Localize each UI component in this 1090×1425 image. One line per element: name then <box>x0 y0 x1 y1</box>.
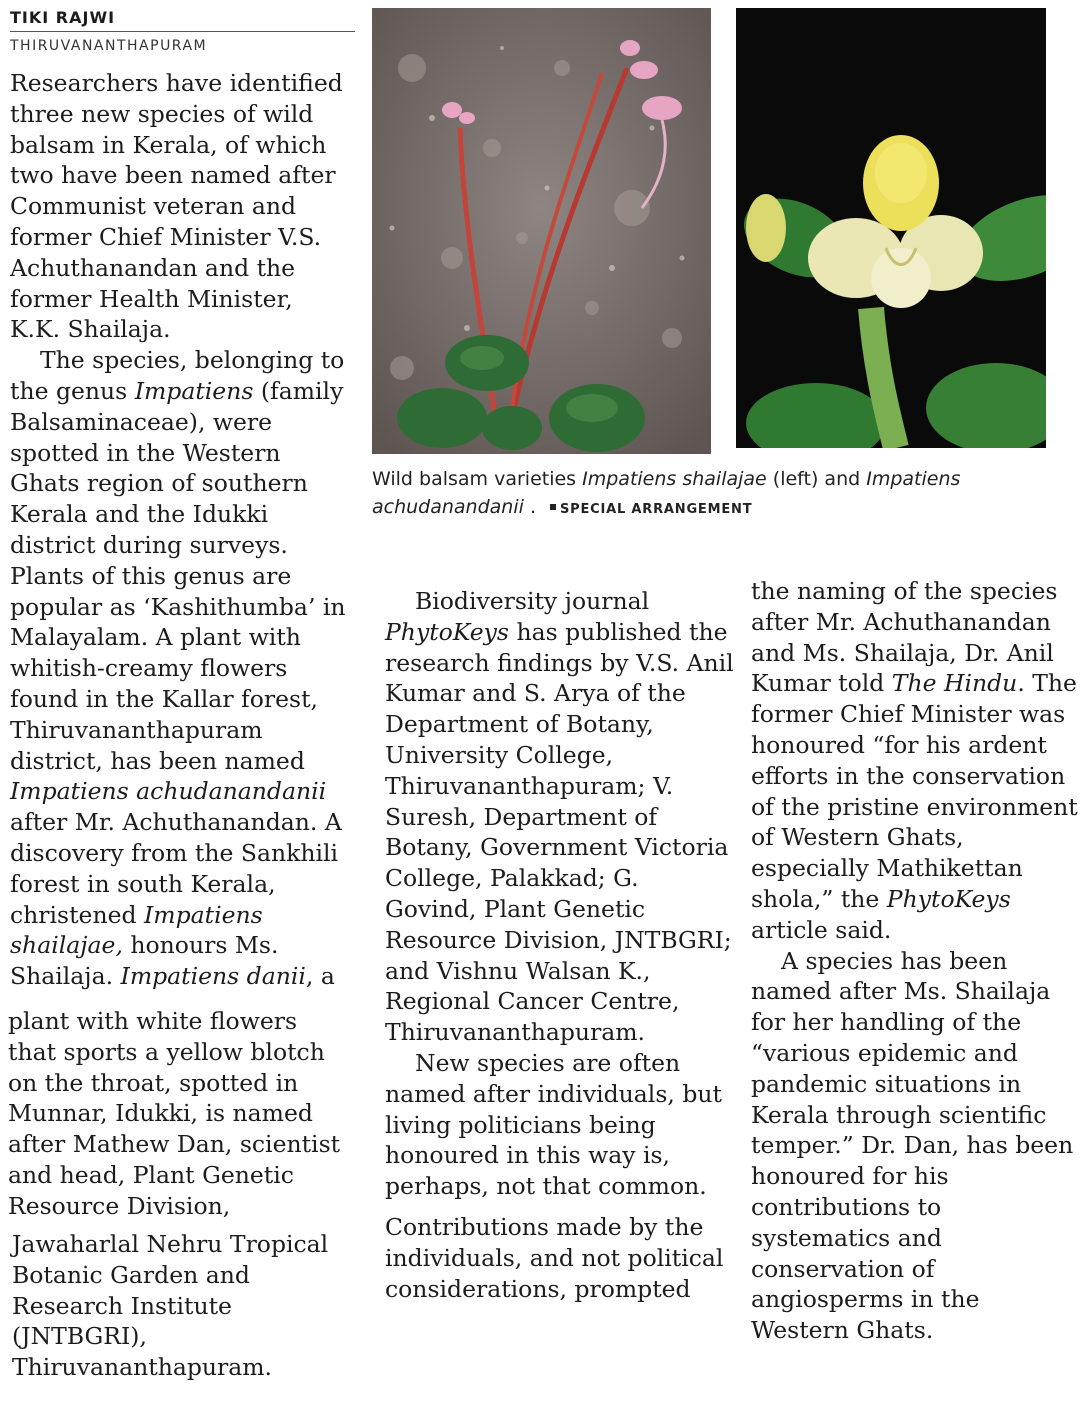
paragraph <box>10 345 348 992</box>
italic-text: Impatiens shailajae, <box>10 900 263 960</box>
dateline: THIRUVANANTHAPURAM <box>10 38 208 54</box>
byline: TIKI RAJWI <box>10 8 116 27</box>
caption-italic: Impatiens shailajae <box>582 468 767 490</box>
caption-text: Wild balsam varieties <box>372 468 583 490</box>
column-1 <box>10 68 348 992</box>
paragraph: New species are often named after individuals, but living politicians being honoured in this way is, perhaps, not that common. <box>385 1048 722 1201</box>
paragraph: plant with white flowers that sports a yellow blotch on the throat, spotted in Munnar, Idukki, is named after Mathew Dan, scientist and head, Plant Genetic Resource Division, <box>8 1007 341 1220</box>
text: Biodiversity journal <box>415 587 650 615</box>
paragraph: A species has been named after Ms. Shailaja for her handling of the “various epidemic and pandemic situations in Kerala through scientific temper.” Dr. Dan, has been honoured for his contributions to systematics and conservation of angiosperms in the Western Ghats. <box>751 946 1074 1345</box>
italic-text: Impatiens <box>134 376 254 405</box>
yellow-flower-illustration <box>736 8 1046 448</box>
italic-text: PhytoKeys <box>385 617 509 646</box>
credit-square-icon <box>550 504 556 510</box>
column-2b <box>385 1212 735 1307</box>
rock-flower-illustration <box>372 8 711 454</box>
text: article said. <box>751 915 892 944</box>
photo-impatiens-achudanandanii <box>736 8 1046 448</box>
column-2 <box>385 586 735 1202</box>
text: The species, belonging to the genus <box>10 346 345 405</box>
column-1b <box>8 1006 346 1222</box>
paragraph <box>751 576 1081 946</box>
italic-text: PhytoKeys <box>886 884 1011 913</box>
text: honours Ms. Shailaja. <box>10 931 279 991</box>
text: has published the research findings by V.S. Anil Kumar and S. Arya of the Department of Botany, University College, Thiruvananthapuram; V. Suresh, Department of Botany, Government Victoria College, Palakkad; G. Govind, Plant Genetic Resource Division, JNTBGRI; and Vishnu Walsan K., Regional Cancer Centre, Thiruvananthapuram. <box>385 617 734 1047</box>
column-1c <box>12 1229 350 1383</box>
italic-text: Impatiens danii <box>120 962 306 991</box>
italic-text: The Hindu <box>891 669 1018 698</box>
italic-text: Impatiens achudanandanii <box>10 777 327 806</box>
text: . The former Chief Minister was honoured “for his ardent efforts in the conservation of the pristine environment of Western Ghats, especially Mathikettan shola,” the <box>751 669 1078 913</box>
text: the naming of the species after Mr. Achuthanandan and Ms. Shailaja, Dr. Anil Kumar told <box>751 577 1058 698</box>
text: (family Balsaminaceae), were spotted in the Western Ghats region of southern Kerala and the Idukki district during surveys. Plants of this genus are popular as ‘Kashithumba’ in Malayalam. A plant with whitish-creamy flowers found in the Kallar forest, Thiruvananthapuram district, has been named <box>10 376 346 775</box>
caption-text: . <box>523 496 537 518</box>
paragraph: Contributions made by the individuals, and not political considerations, prompted <box>385 1213 724 1303</box>
text: , a <box>305 962 335 991</box>
photo-caption <box>372 465 1062 524</box>
caption-italic: Impatiens achudanandanii <box>372 468 961 518</box>
photo-impatiens-shailajae <box>372 8 711 454</box>
paragraph <box>385 586 735 1048</box>
byline-rule <box>10 31 355 32</box>
photo-credit: SPECIAL ARRANGEMENT <box>560 502 753 517</box>
paragraph: Researchers have identified three new species of wild balsam in Kerala, of which two have been named after Communist veteran and former Chief Minister V.S. Achuthanandan and the former Health Minister, K.K. Shailaja. <box>10 69 343 344</box>
paragraph: Jawaharlal Nehru Tropical Botanic Garden and Research Institute (JNTBGRI), Thiruvananthapuram. <box>12 1230 329 1382</box>
caption-text: (left) and <box>766 468 867 490</box>
text: after Mr. Achuthanandan. A discovery from the Sankhili forest in south Kerala, christened <box>10 808 342 929</box>
column-3 <box>751 576 1081 1346</box>
